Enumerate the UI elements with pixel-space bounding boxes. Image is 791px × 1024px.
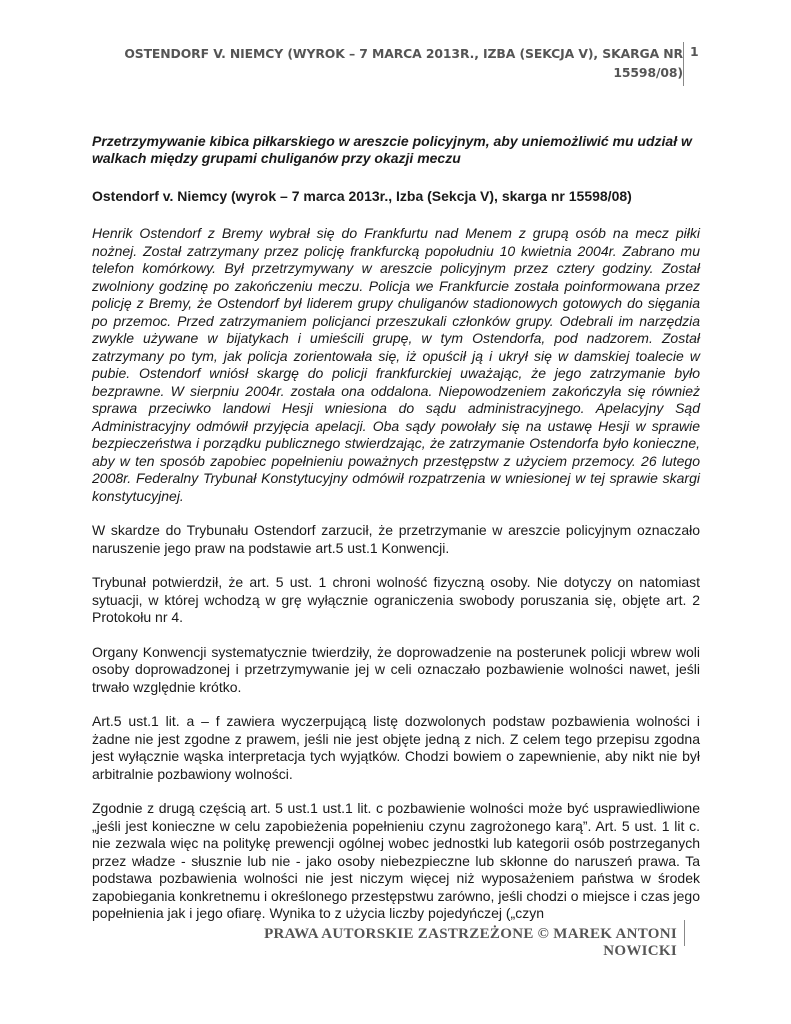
body-paragraph: W skardze do Trybunału Ostendorf zarzucił, że przetrzymanie w areszcie policyjnym oznaczało naruszenie jego praw na podstawie art.5 ust.1 Konwencji.	[92, 522, 700, 556]
header-title-line1: OSTENDORF V. NIEMCY (WYROK – 7 MARCA 2013R., IZBA (SEKCJA V), SKARGA NR	[124, 46, 683, 61]
running-header	[100, 44, 683, 82]
facts-paragraph: Henrik Ostendorf z Bremy wybrał się do Frankfurtu nad Menem z grupą osób na mecz piłki nożnej. Został zatrzymany przez policję frankfurcką popołudniu 10 kwietnia 2004r. Zabrano mu telefon komórkowy. Był przetrzymywany w areszcie policyjnym przez cztery godziny. Został zwolniony godzinę po zakończeniu meczu. Policja we Frankfurcie została poinformowana przez policję z Bremy, że Ostendorf był liderem grupy chuliganów stadionowych gotowych do sięgania po przemoc. Przed zatrzymaniem policjanci przeszukali członków grupy. Odebrali im narzędzia zwykle używane w bijatykach i umieścili grupę, w tym Ostendorfa, pod nadzorem. Został zatrzymany po tym, jak policja zorientowała się, iż opuścił ją i ukrył się w damskiej toalecie w pubie. Ostendorf wniósł skargę do policji frankfurckiej uważając, że jego zatrzymanie było bezprawne. W sierpniu 2004r. została ona oddalona. Niepowodzeniem zakończyła się również sprawa przeciwko landowi Hesji wniesiona do sądu administracyjnego. Apelacyjny Sąd Administracyjny odmówił przyjęcia apelacji. Oba sądy powołały się na ustawę Hesji w sprawie bezpieczeństwa i porządku publicznego stwierdzając, że zatrzymanie Ostendorfa było konieczne, aby w ten sposób zapobiec popełnieniu poważnych przestępstw z użyciem przemocy. 26 lutego 2008r. Federalny Trybunał Konstytucyjny odmówił rozpatrzenia w wniesionej w tej sprawie skargi konstytucyjnej.	[92, 225, 700, 504]
body-paragraph: Organy Konwencji systematycznie twierdziły, że doprowadzenie na posterunek policji wbrew woli osoby doprowadzonej i przetrzymywanie jej w celi oznaczało pozbawienie wolności nawet, jeśli trwało względnie krótko.	[92, 643, 700, 695]
body-paragraph: Art.5 ust.1 lit. a – f zawiera wyczerpującą listę dozwolonych podstaw pozbawienia wolności i żadne nie jest zgodne z prawem, jeśli nie jest objęte jedną z nich. Z celem tego przepisu zgodna jest wyłącznie wąska interpretacja tych wyjątków. Chodzi bowiem o zapewnienie, aby nikt nie był arbitralnie pozbawiony wolności.	[92, 713, 700, 782]
document-body	[92, 133, 700, 923]
copyright-footer: PRAWA AUTORSKIE ZASTRZEŻONE © MAREK ANTONI NOWICKI	[264, 926, 677, 959]
document-subtitle: Ostendorf v. Niemcy (wyrok – 7 marca 2013r., Izba (Sekcja V), skarga nr 15598/08)	[92, 188, 632, 204]
document-title: Przetrzymywanie kibica piłkarskiego w areszcie policyjnym, aby uniemożliwić mu udział w walkach między grupami chuliganów przy okazji meczu	[92, 133, 692, 166]
footer-divider	[684, 920, 685, 946]
body-paragraph: Trybunał potwierdził, że art. 5 ust. 1 chroni wolność fizyczną osoby. Nie dotyczy on natomiast sytuacji, w której wchodzą w grę wyłącznie ograniczenia swobody poruszania się, objęte art. 2 Protokołu nr 4.	[92, 574, 700, 625]
header-divider	[683, 42, 684, 86]
body-paragraph: Zgodnie z drugą częścią art. 5 ust.1 ust.1 lit. c pozbawienie wolności może być usprawiedliwione „jeśli jest konieczne w celu zapobieżenia popełnieniu czynu zagrożonego karą”. Art. 5 ust. 1 lit c. nie zezwala więc na politykę prewencji ogólnej wobec jednostki lub kategorii osób postrzeganych przez władze - słusznie lub nie - jako osoby niebezpieczne lub skłonne do naruszeń prawa. Ta podstawa pozbawienia wolności nie jest niczym więcej niż wyposażeniem państwa w środek zapobiegania konkretnemu i określonego przestępstwu zarówno, jeśli chodzi o miejsce i czas jego popełnienia jak i jego ofiarę. Wynika to z użycia liczby pojedyńczej („czyn	[92, 800, 700, 921]
header-title-line2: 15598/08)	[613, 65, 683, 80]
page-number: 1	[690, 44, 699, 59]
